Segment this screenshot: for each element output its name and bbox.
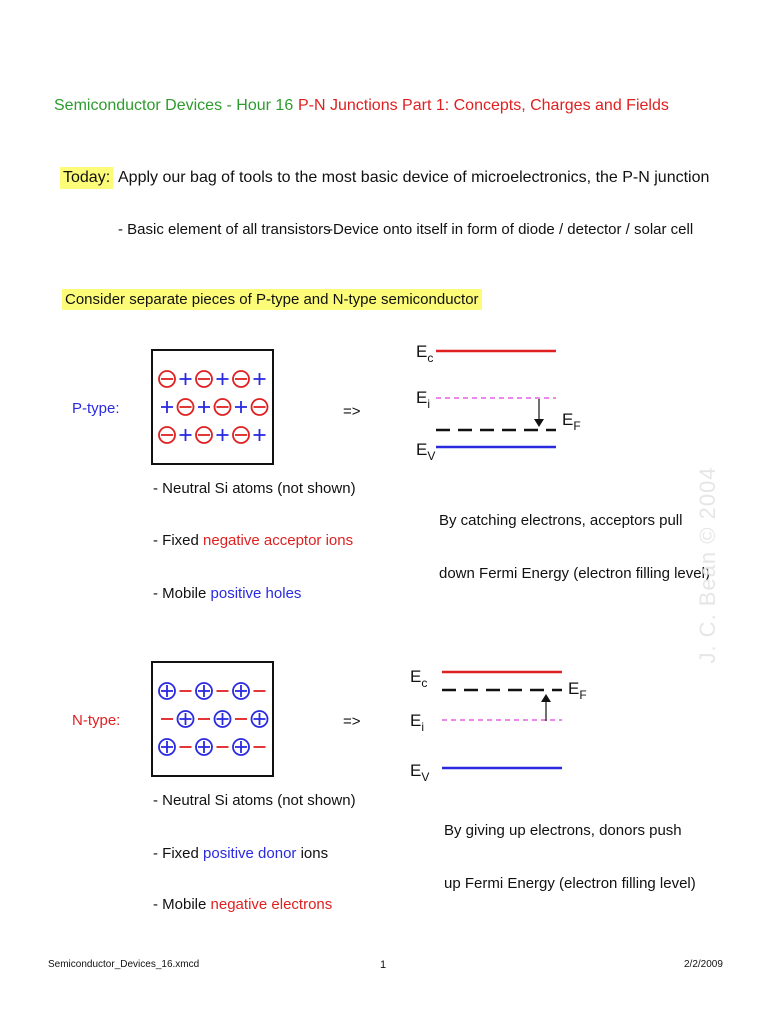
ptype-holes-highlight: positive holes	[210, 585, 302, 602]
ntype-mobile-electrons	[153, 896, 332, 913]
ptype-ec-label: $E_c$	[416, 342, 434, 365]
ptype-ev-label: $E_V$	[416, 440, 436, 463]
ptype-band-diagram	[410, 335, 600, 470]
ptype-ef-label: $E_F$	[562, 410, 581, 433]
ntype-donor-ions	[153, 845, 328, 862]
ntype-shift-arrow-head	[541, 694, 551, 702]
ntype-electrons-prefix: - Mobile	[153, 896, 211, 913]
today-text: Apply our bag of tools to the most basic device of microelectronics, the P-N junction	[118, 169, 710, 186]
ntype-arrow: =>	[343, 713, 361, 730]
bullet-diode: -Device onto itself in form of diode / detector / solar cell	[328, 221, 694, 238]
ptype-acceptor-prefix: - Fixed	[153, 532, 204, 549]
ptype-ei-label: $E_i$	[416, 388, 431, 411]
ntype-label: N-type:	[72, 712, 121, 729]
ntype-ec-label: $E_c$	[410, 667, 428, 690]
ntype-caption-2: up Fermi Energy (electron filling level)	[444, 875, 696, 892]
ptype-shift-arrow-head	[534, 419, 544, 427]
ntype-neutral-atoms: - Neutral Si atoms (not shown)	[153, 792, 356, 809]
ptype-arrow: =>	[343, 403, 361, 420]
ntype-band-diagram	[410, 660, 600, 795]
ntype-crystal-box	[151, 661, 274, 777]
ntype-caption-1: By giving up electrons, donors push	[444, 822, 682, 839]
ntype-ei-label: $E_i$	[410, 711, 425, 734]
ntype-ion-grid	[153, 663, 272, 775]
ptype-label: P-type:	[72, 400, 120, 417]
ntype-donor-prefix: - Fixed	[153, 845, 204, 862]
ntype-donor-highlight: positive donor	[203, 845, 297, 862]
ptype-ion-grid	[153, 351, 272, 463]
consider-banner: Consider separate pieces of P-type and N-type semiconductor	[62, 289, 482, 310]
ptype-holes-prefix: - Mobile	[153, 585, 211, 602]
footer-page-number: 1	[380, 959, 387, 971]
ntype-ev-label: $E_V$	[410, 761, 430, 784]
footer-date: 2/2/2009	[684, 959, 723, 970]
ptype-caption-2: down Fermi Energy (electron filling level)	[439, 565, 710, 582]
ntype-donor-suffix: ions	[296, 845, 329, 862]
footer-filename: Semiconductor_Devices_16.xmcd	[48, 959, 200, 970]
copyright-watermark: J. C. Bean © 2004	[695, 466, 720, 664]
today-label: Today:	[60, 167, 113, 189]
ptype-acceptor-highlight: negative acceptor ions	[203, 532, 354, 549]
ptype-caption-1: By catching electrons, acceptors pull	[439, 512, 683, 529]
course-title: Semiconductor Devices - Hour 16	[54, 97, 294, 114]
ntype-ef-label: $E_F$	[568, 679, 587, 702]
ntype-electrons-highlight: negative electrons	[210, 896, 333, 913]
bullet-transistors: - Basic element of all transistors	[118, 221, 331, 238]
ptype-crystal-box	[151, 349, 274, 465]
ptype-acceptor-ions	[153, 532, 353, 549]
ptype-neutral-atoms: - Neutral Si atoms (not shown)	[153, 480, 356, 497]
ptype-mobile-holes	[153, 585, 301, 602]
lecture-topic: P-N Junctions Part 1: Concepts, Charges and Fields	[298, 97, 669, 114]
